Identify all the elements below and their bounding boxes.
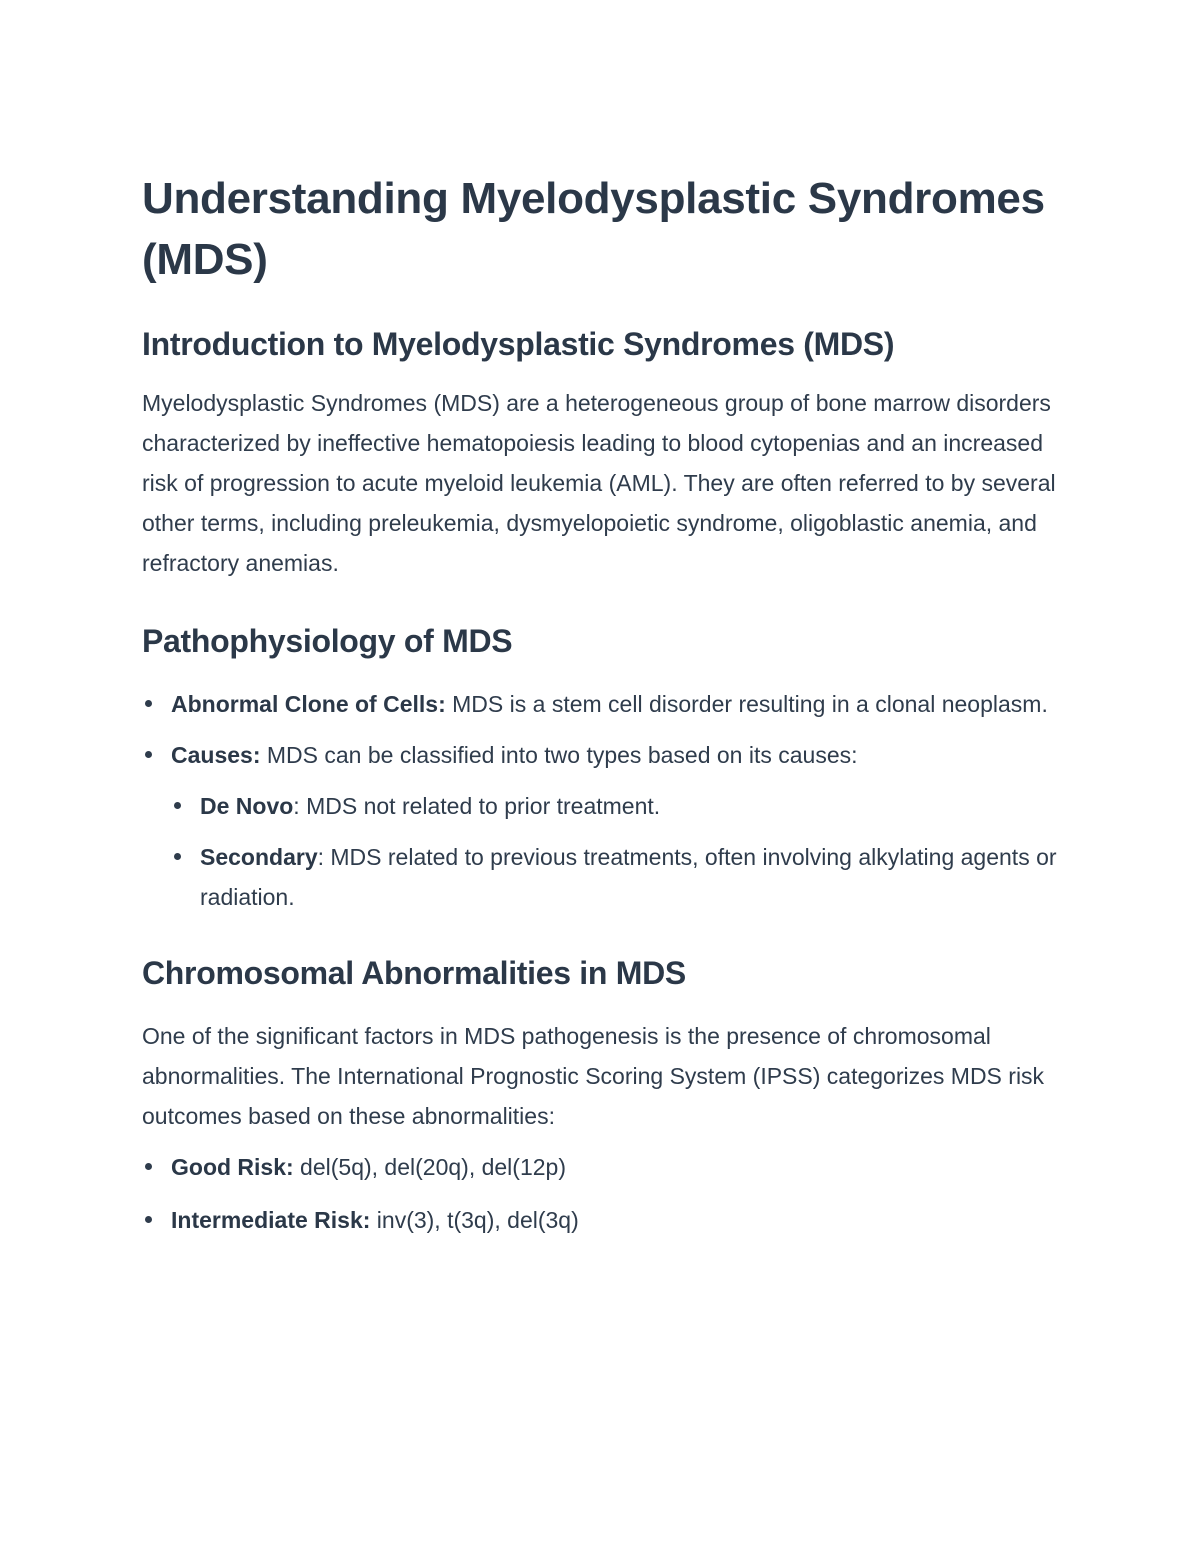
list-item <box>171 1147 1072 1187</box>
list-item <box>171 684 1072 724</box>
bullet-icon <box>145 700 152 707</box>
pathophysiology-list <box>171 684 1072 917</box>
list-item-label: Intermediate Risk: <box>171 1207 371 1233</box>
list-item-text: MDS is a stem cell disorder resulting in a clonal neoplasm. <box>445 691 1048 717</box>
list-item-text: del(5q), del(20q), del(12p) <box>293 1154 566 1180</box>
sublist-item-label: De Novo <box>200 793 294 819</box>
causes-sublist <box>200 786 1072 917</box>
sublist-item-text: : MDS related to previous treatments, often involving alkylating agents or radiation. <box>200 844 1057 910</box>
sublist-item-label: Secondary <box>200 844 318 870</box>
sublist-item <box>200 837 1072 917</box>
chromosomal-paragraph: One of the significant factors in MDS pathogenesis is the presence of chromosomal abnormalities. The International Prognostic Scoring System (IPSS) categorizes MDS risk outcomes based on these abnormalities: <box>142 1023 1045 1129</box>
list-item <box>171 1200 1072 1240</box>
risk-list <box>171 1147 1072 1240</box>
section-heading-chromosomal: Chromosomal Abnormalities in MDS <box>142 955 686 991</box>
page-title: Understanding Myelodysplastic Syndromes (MDS) <box>142 174 1045 284</box>
list-item-label: Good Risk: <box>171 1154 294 1180</box>
section-heading-pathophysiology: Pathophysiology of MDS <box>142 623 513 659</box>
document-page <box>142 168 1072 1253</box>
introduction-paragraph: Myelodysplastic Syndromes (MDS) are a heterogeneous group of bone marrow disorders characterized by ineffective hematopoiesis leading to blood cytopenias and an increased risk of progression to acute myeloid leukemia (AML). They are often referred to by several other terms, including preleukemia, dysmyelopoietic syndrome, oligoblastic anemia, and refractory anemias. <box>142 390 1056 576</box>
bullet-icon <box>145 1163 152 1170</box>
bullet-icon <box>174 802 181 809</box>
section-heading-introduction: Introduction to Myelodysplastic Syndromes (MDS) <box>142 326 895 362</box>
list-item-text: MDS can be classified into two types based on its causes: <box>260 742 858 768</box>
list-item-text: inv(3), t(3q), del(3q) <box>370 1207 579 1233</box>
list-item <box>171 735 1072 917</box>
list-item-label: Causes: <box>171 742 261 768</box>
list-item-label: Abnormal Clone of Cells: <box>171 691 446 717</box>
bullet-icon <box>145 751 152 758</box>
sublist-item <box>200 786 1072 826</box>
bullet-icon <box>145 1216 152 1223</box>
bullet-icon <box>174 853 181 860</box>
sublist-item-text: : MDS not related to prior treatment. <box>293 793 661 819</box>
